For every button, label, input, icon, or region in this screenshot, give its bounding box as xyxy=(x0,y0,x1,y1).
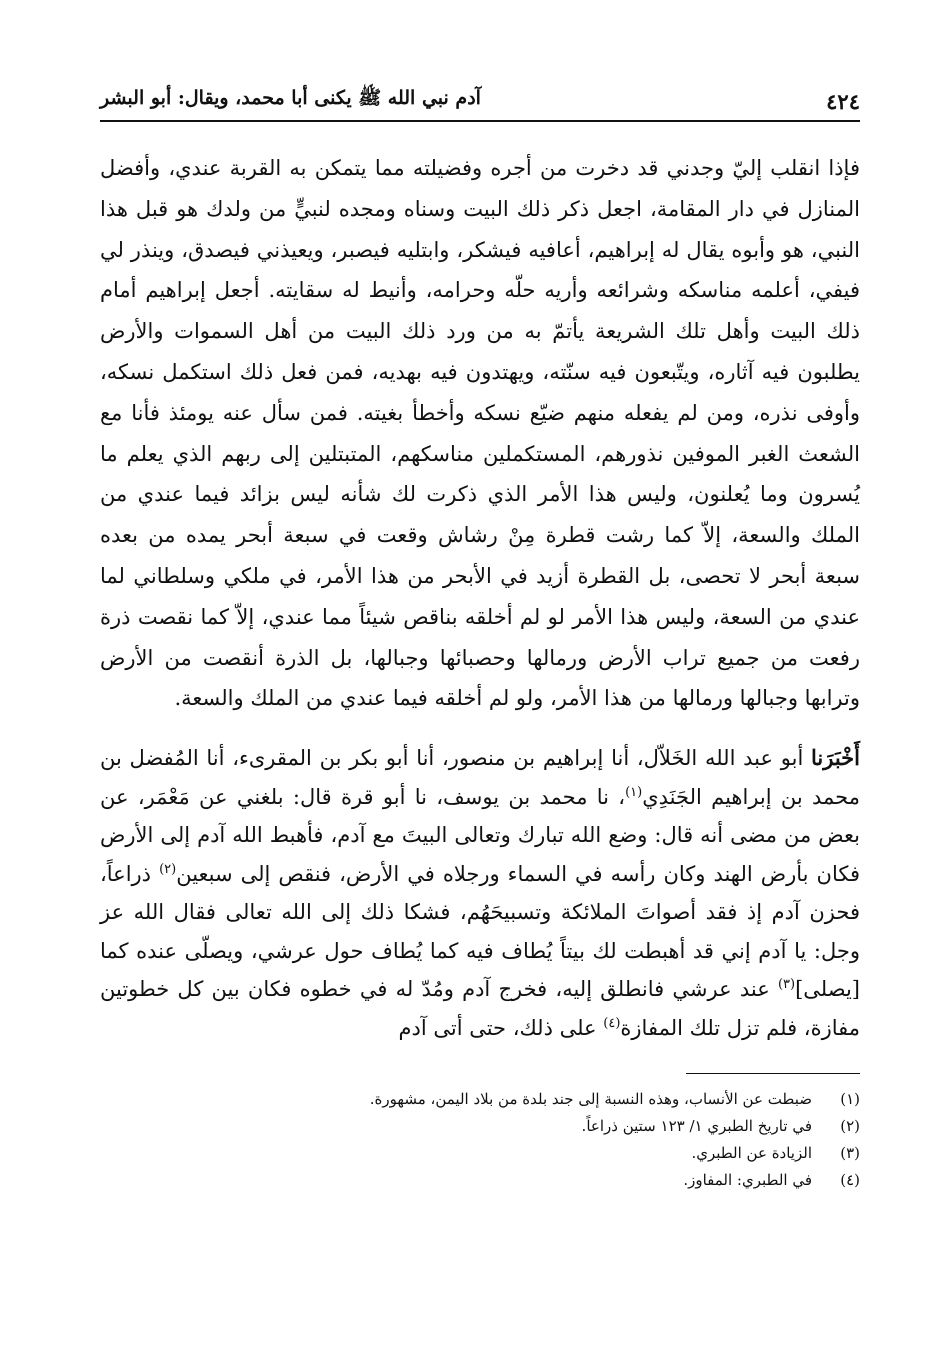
footnote-ref-1[interactable]: (١) xyxy=(625,784,643,800)
footnote-number: (٢) xyxy=(840,1117,860,1136)
footnote-number: (٣) xyxy=(840,1144,860,1163)
footnote-text: الزيادة عن الطبري. xyxy=(691,1144,812,1163)
page-header xyxy=(100,70,860,122)
book-page xyxy=(100,70,860,1210)
footnotes-list xyxy=(100,1086,860,1194)
footnote-number: (١) xyxy=(840,1090,860,1109)
paragraph-2-segment-5: على ذلك، حتى أتى آدم xyxy=(398,1015,604,1040)
paragraph-2-segment-1: أبو عبد الله الخَلاّل، أنا إبراهيم بن منصور، أنا أبو بكر بن المقرىء، أنا المُفضل بن محمد بن إبراهيم الجَنَدِي xyxy=(100,746,860,809)
paragraph-2 xyxy=(100,739,860,1047)
main-text xyxy=(100,148,860,1047)
footnote-item xyxy=(100,1113,860,1140)
footnote-item xyxy=(100,1140,860,1167)
paragraph-1: فإذا انقلب إليّ وجدني قد دخرت من أجره وفضيلته مما يتمكن به القربة عندي، وأفضل المنازل في دار المقامة، اجعل ذكر ذلك البيت وسناه ومجده لنبيٍّ من ولدك هو قبل هذا النبي، هو وأبوه يقال له إبراهيم، أعافيه فيشكر، وابتليه فيصبر، ويعيذني فيصدق، وينذر لي فيفي، أعلمه مناسكه وشرائعه وأريه حلّه وحرامه، وأنيط له سقايته. أجعل إبراهيم أمام ذلك البيت وأهل تلك الشريعة يأتمّ به من ورد ذلك البيت من أهل السموات والأرض يطلبون فيه آثاره، ويتّبعون فيه سنّته، ويهتدون فيه بهديه، فمن فعل ذلك استكمل نسكه، وأوفى نذره، ومن لم يفعله منهم ضيّع نسكه وأخطأ بغيته. فمن سأل عنه يومئذ فأنا مع الشعث الغبر الموفين نذورهم، المستكملين مناسكهم، المتبتلين إلى ربهم الذي يعلم ما يُسرون وما يُعلنون، وليس هذا الأمر الذي ذكرت لك شأنه ليس بزائد فيما عندي من الملك والسعة، إلاّ كما رشت قطرة مِنْ رشاش وقعت في سبعة أبحر يمده من بعده سبعة أبحر لا تحصى، بل القطرة أزيد في الأبحر من هذا الأمر، في ملكي وسلطاني لما عندي من السعة، وليس هذا الأمر لو لم أخلقه بناقص شيئاً مما عندي، إلاّ كما نقصت ذرة رفعت من جميع تراب الأرض ورمالها وحصبائها وجبالها، بل الذرة أنقصت من الأرض وترابها وجبالها ورمالها من هذا الأمر، ولو لم أخلقه فيما عندي من الملك والسعة. xyxy=(100,156,861,711)
paragraph-2-segment-4: عند عرشي فانطلق إليه، فخرج آدم ومُدّ له في خطوه فكان بين كل خطوتين مفازة، فلم تزل تلك المفازة xyxy=(100,977,860,1040)
page-number: ٤٢٤ xyxy=(826,89,860,114)
footnote-text: في تاريخ الطبري ١/ ١٢٣ ستين ذراعاً. xyxy=(581,1117,812,1136)
running-title: آدم نبي الله ﷺ يكنى أبا محمد، ويقال: أبو البشر xyxy=(100,87,481,109)
paragraph-2-segment-2: ، نا محمد بن يوسف، نا أبو قرة قال: بلغني عن مَعْمَر، عن بعض من مضى أنه قال: وضع الله تبارك وتعالى البيتَ مع آدم، فأهبط الله آدم إلى الأرض فكان بأرض الهند وكان رأسه في السماء ورجلاه في الأرض، فنقص إلى سبعين xyxy=(100,784,860,886)
footnote-ref-4[interactable]: (٤) xyxy=(603,1015,621,1031)
footnote-item xyxy=(100,1167,860,1194)
narration-lead-word: أَخْبَرَنا xyxy=(811,745,860,771)
footnote-item xyxy=(100,1086,860,1113)
footnote-ref-2[interactable]: (٢) xyxy=(159,861,177,877)
footnote-text: ضبطت عن الأنساب، وهذه النسبة إلى جند بلدة من بلاد اليمن، مشهورة. xyxy=(369,1090,812,1109)
footnote-ref-3[interactable]: (٣) xyxy=(777,977,796,993)
footnote-text: في الطبري: المفاوز. xyxy=(683,1171,812,1190)
footnote-number: (٤) xyxy=(840,1171,860,1190)
footnote-divider xyxy=(686,1073,860,1074)
paragraph-2-segment-3: ذراعاً، فحزن آدم إذ فقد أصواتَ الملائكة وتسبيحَهُم، فشكا ذلك إلى الله تعالى فقال الله عز وجل: يا آدم إني قد أهبطت لك بيتاً يُطاف فيه كما يُطاف حول عرشي، ويصلّى عنده كما [يصلى] xyxy=(100,861,860,1002)
